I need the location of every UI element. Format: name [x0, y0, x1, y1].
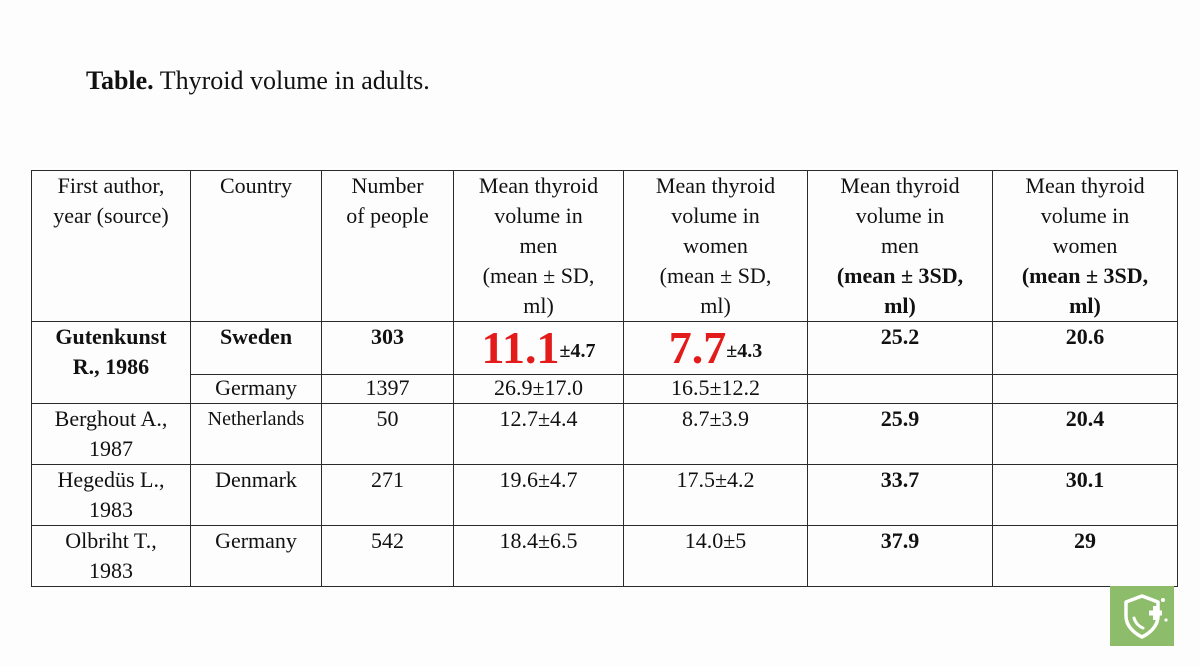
highlight-value: 11.1	[481, 322, 560, 373]
header-men-sd: Mean thyroid volume in men (mean ± SD, ml)	[454, 171, 624, 322]
highlight-value: 7.7	[668, 322, 727, 373]
cell-women-sd: 7.7±4.3	[624, 322, 808, 375]
cell-men-3sd: 33.7	[808, 465, 993, 526]
cell-number: 303	[322, 322, 454, 375]
cell-men-sd: 19.6±4.7	[454, 465, 624, 526]
cell-men-3sd: 37.9	[808, 526, 993, 587]
cell-author: Berghout A., 1987	[32, 404, 191, 465]
cell-women-3sd: 30.1	[993, 465, 1178, 526]
cell-men-3sd: 25.9	[808, 404, 993, 465]
cell-women-sd: 14.0±5	[624, 526, 808, 587]
brand-logo	[1110, 586, 1174, 646]
cell-women-3sd	[993, 375, 1178, 404]
cell-men-sd: 18.4±6.5	[454, 526, 624, 587]
header-author: First author, year (source)	[32, 171, 191, 322]
cell-country: Denmark	[191, 465, 322, 526]
header-women-sd: Mean thyroid volume in women (mean ± SD, ml)	[624, 171, 808, 322]
cell-country: Germany	[191, 526, 322, 587]
table-caption	[86, 64, 430, 98]
caption-text: Thyroid volume in adults.	[153, 66, 430, 95]
cell-men-sd: 26.9±17.0	[454, 375, 624, 404]
header-row	[32, 171, 1178, 322]
table-row-olbriht	[32, 526, 1178, 587]
table-row-hegedus	[32, 465, 1178, 526]
shield-plus-icon	[1110, 586, 1174, 646]
cell-country: Sweden	[191, 322, 322, 375]
table-row-gutenkunst-sweden	[32, 322, 1178, 375]
cell-author: Hegedüs L., 1983	[32, 465, 191, 526]
cell-number: 542	[322, 526, 454, 587]
header-men-3sd: Mean thyroid volume in men (mean ± 3SD, ml)	[808, 171, 993, 322]
cell-men-sd: 11.1±4.7	[454, 322, 624, 375]
cell-men-3sd	[808, 375, 993, 404]
thyroid-volume-table	[31, 170, 1178, 587]
cell-number: 271	[322, 465, 454, 526]
cell-number: 1397	[322, 375, 454, 404]
cell-men-3sd: 25.2	[808, 322, 993, 375]
header-number: Number of people	[322, 171, 454, 322]
cell-men-sd: 12.7±4.4	[454, 404, 624, 465]
header-women-3sd: Mean thyroid volume in women (mean ± 3SD, ml)	[993, 171, 1178, 322]
cell-country: Germany	[191, 375, 322, 404]
cell-women-3sd: 20.6	[993, 322, 1178, 375]
caption-label: Table.	[86, 66, 154, 95]
cell-women-sd: 16.5±12.2	[624, 375, 808, 404]
cell-women-sd: 8.7±3.9	[624, 404, 808, 465]
cell-women-sd: 17.5±4.2	[624, 465, 808, 526]
cell-women-3sd: 20.4	[993, 404, 1178, 465]
table-row-berghout	[32, 404, 1178, 465]
table-row-gutenkunst-germany	[32, 375, 1178, 404]
cell-number: 50	[322, 404, 454, 465]
cell-author-gutenkunst: Gutenkunst R., 1986	[32, 322, 191, 404]
header-country: Country	[191, 171, 322, 322]
cell-women-3sd: 29	[993, 526, 1178, 587]
cell-author: Olbriht T., 1983	[32, 526, 191, 587]
cell-country: Netherlands	[191, 404, 322, 465]
